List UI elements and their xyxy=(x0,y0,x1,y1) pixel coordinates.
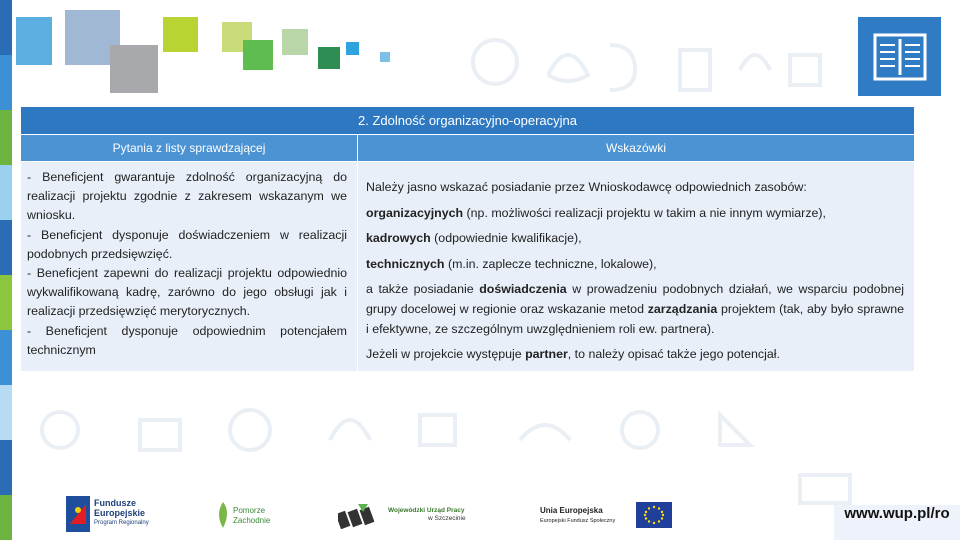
website-url[interactable] xyxy=(834,505,960,540)
logo4-line1: Unia Europejska xyxy=(540,506,603,515)
questions-cell xyxy=(21,162,358,372)
table-title: 2. Zdolność organizacyjno-operacyjna xyxy=(21,107,915,135)
logo1-line3: Program Regionalny xyxy=(94,520,149,526)
logo-wup-szczecin xyxy=(338,500,488,532)
term-staff: kadrowych xyxy=(366,231,431,246)
hint-organizational xyxy=(366,204,904,224)
hint-technical-text: (m.in. zaplecze techniczne, lokalowe), xyxy=(444,256,657,271)
hint-experience-mid: w prowadzeniu podobnych działań, we wsparciu podobnej grupy docelowej w regionie oraz wskazanie metod xyxy=(366,282,904,316)
logo2-line1: Pomorze xyxy=(233,506,266,515)
logo4-line2: Europejski Fundusz Społeczny xyxy=(540,518,616,524)
logo-fundusze-europejskie xyxy=(66,496,176,532)
hint-partner xyxy=(366,345,904,365)
logo3-line1: Wojewódzki Urząd Pracy xyxy=(388,507,465,514)
question-item: - Beneficjent gwarantuje zdolność organizacyjną do realizacji projektu zgodnie z zakresem wskazanym we wniosku. xyxy=(27,170,347,223)
table-header-row xyxy=(21,135,915,162)
term-experience: doświadczenia xyxy=(479,282,567,297)
table-body-row xyxy=(21,162,915,372)
table-title-row xyxy=(21,107,915,135)
hint-partner-end: , to należy opisać także jego potencjał. xyxy=(567,347,780,362)
logo1-line1: Fundusze xyxy=(94,498,136,508)
logo-unia-europejska xyxy=(540,502,680,532)
eu-flag-icon xyxy=(636,502,672,528)
checklist-table xyxy=(20,106,915,372)
header-questions: Pytania z listy sprawdzającej xyxy=(21,135,358,162)
question-item: - Beneficjent dysponuje doświadczeniem w realizacji podobnych przedsięwzięć. xyxy=(27,227,347,261)
question-item: - Beneficjent zapewni do realizacji projektu odpowiednio wykwalifikowaną kadrę, zarówno do jego obsługi jak i realizacji przedsięwzięć merytorycznych. xyxy=(27,266,347,319)
hint-intro: Należy jasno wskazać posiadanie przez Wnioskodawcę odpowiednich zasobów: xyxy=(366,180,807,194)
logo1-line2: Europejskie xyxy=(94,508,146,518)
hint-technical xyxy=(366,255,904,275)
term-partner: partner xyxy=(525,347,568,362)
book-icon xyxy=(858,17,941,96)
question-item: - Beneficjent dysponuje odpowiednim potencjałem technicznym xyxy=(27,323,347,357)
hint-experience-pre: a także posiadanie xyxy=(366,282,480,297)
hint-partner-pre: Jeżeli w projekcie występuje xyxy=(366,347,526,362)
header-hints: Wskazówki xyxy=(358,135,915,162)
hint-experience-end: projektem (tak, aby było sprawne i efektywne, ze szczególnym uwzględnieniem roli ew. partnera). xyxy=(366,301,904,336)
term-technical: technicznych xyxy=(366,256,445,271)
logo-pomorze-zachodnie xyxy=(216,500,286,532)
hint-staff-text: (odpowiednie kwalifikacje), xyxy=(430,231,582,246)
hint-staff xyxy=(366,229,904,249)
term-organizational: organizacyjnych xyxy=(366,205,464,220)
website-url-text[interactable]: www.wup.pl/ro xyxy=(844,505,950,522)
hint-experience xyxy=(366,280,904,339)
term-management: zarządzania xyxy=(647,301,718,316)
logo3-line2: w Szczecinie xyxy=(428,515,466,522)
logo2-line2: Zachodnie xyxy=(233,516,271,525)
hint-organizational-text: (np. możliwości realizacji projektu w takim a nie innym wymiarze), xyxy=(463,205,826,220)
hints-cell xyxy=(358,162,915,372)
